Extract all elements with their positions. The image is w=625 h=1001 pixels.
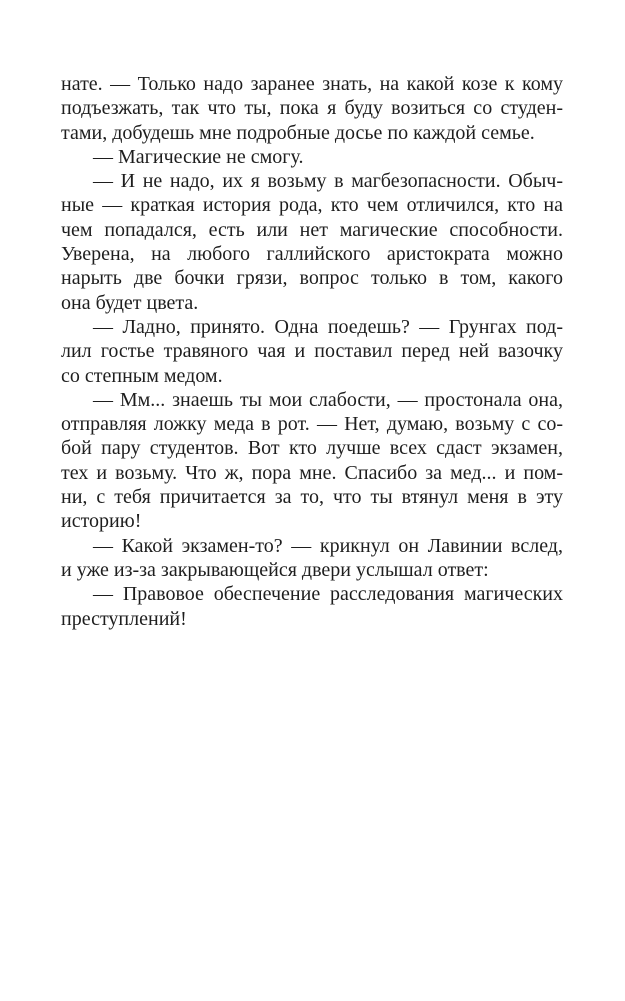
text-line: — Мм... знаешь ты мои слабости, — простонала она, <box>93 388 563 411</box>
text-line: со степным медом. <box>61 364 223 387</box>
text-line: — Правовое обеспечение расследования магических <box>93 583 563 606</box>
text-line: преступлений! <box>61 607 187 630</box>
text-line: она будет цвета. <box>61 291 199 314</box>
text-line: Уверена, на любого галлийского аристократа можно <box>61 243 563 266</box>
text-line: — Магические не смогу. <box>93 145 304 168</box>
text-line: и уже из-за закрывающейся двери услышал ответ: <box>61 558 489 581</box>
text-line: чем попадался, есть или нет магические способности. <box>61 218 563 241</box>
text-line: историю! <box>61 510 142 533</box>
text-line: ные — краткая история рода, кто чем отличился, кто на <box>61 194 563 217</box>
text-line: отправляя ложку меда в рот. — Нет, думаю, возьму с со- <box>61 413 563 436</box>
text-line: нарыть две бочки грязи, вопрос только в том, какого <box>61 267 563 290</box>
text-line: — Ладно, принято. Одна поедешь? — Грунгах под- <box>93 315 563 338</box>
text-line: подъезжать, так что ты, пока я буду возиться со студен- <box>61 97 563 120</box>
text-line: — Какой экзамен-то? — крикнул он Лавинии вслед, <box>93 534 563 557</box>
text-line: нате. — Только надо заранее знать, на какой козе к кому <box>61 73 563 95</box>
text-line: тами, добудешь мне подробные досье по каждой семье. <box>61 121 535 144</box>
book-page-text <box>61 72 563 631</box>
text-line: тех и возьму. Что ж, пора мне. Спасибо за мед... и пом- <box>61 461 563 484</box>
text-line: ни, с тебя причитается за то, что ты втянул меня в эту <box>61 486 563 509</box>
text-line: лил гостье травяного чая и поставил перед ней вазочку <box>61 340 563 363</box>
text-line: — И не надо, их я возьму в магбезопасности. Обыч- <box>93 170 563 193</box>
text-line: бой пару студентов. Вот кто лучше всех сдаст экзамен, <box>61 437 563 460</box>
